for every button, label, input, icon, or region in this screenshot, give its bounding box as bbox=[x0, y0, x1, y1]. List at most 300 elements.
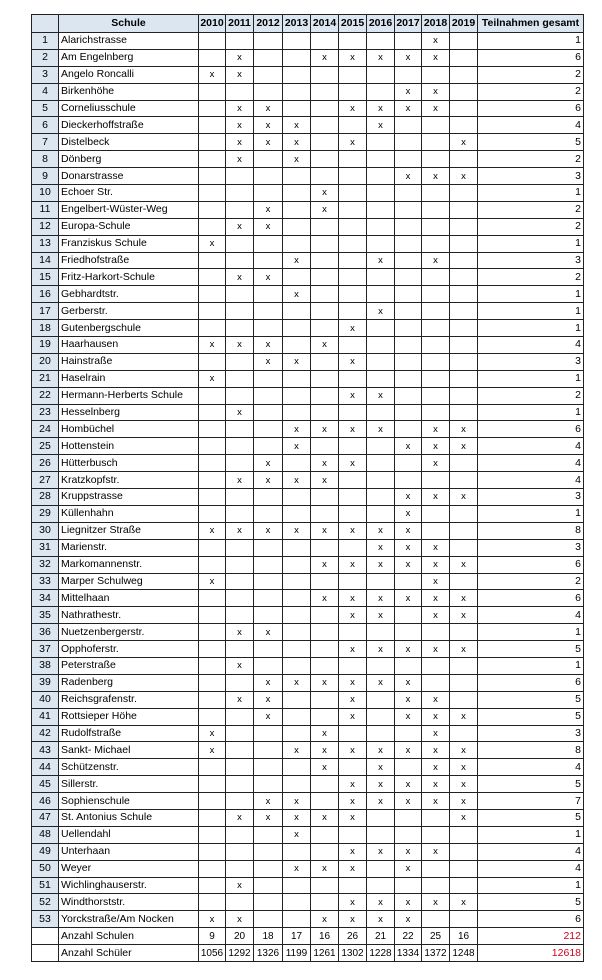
table-row bbox=[32, 674, 584, 691]
participation-mark: x bbox=[367, 303, 395, 320]
participation-mark bbox=[339, 337, 367, 354]
participation-mark bbox=[254, 877, 283, 894]
pupils-count-value: 1248 bbox=[450, 945, 478, 962]
participation-mark: x bbox=[339, 353, 367, 370]
participation-mark: x bbox=[254, 691, 283, 708]
participation-mark: x bbox=[395, 793, 422, 810]
participation-mark bbox=[422, 505, 450, 522]
participation-mark: x bbox=[367, 100, 395, 117]
participation-mark bbox=[254, 590, 283, 607]
participation-mark: x bbox=[226, 877, 254, 894]
participation-mark bbox=[311, 877, 339, 894]
participation-mark: x bbox=[422, 421, 450, 438]
participation-mark bbox=[395, 66, 422, 83]
participation-mark bbox=[254, 556, 283, 573]
participation-mark bbox=[226, 168, 254, 185]
participation-total: 1 bbox=[478, 624, 584, 641]
school-name: Nathrathestr. bbox=[59, 607, 199, 624]
participation-mark bbox=[199, 134, 226, 151]
school-name: Engelbert-Wüster-Weg bbox=[59, 201, 199, 218]
row-number: 25 bbox=[32, 438, 59, 455]
participation-mark: x bbox=[226, 809, 254, 826]
participation-mark: x bbox=[395, 641, 422, 658]
pupils-count-label: Anzahl Schüler bbox=[59, 945, 199, 962]
participation-total: 3 bbox=[478, 252, 584, 269]
participation-mark bbox=[311, 404, 339, 421]
participation-mark bbox=[422, 286, 450, 303]
participation-mark: x bbox=[367, 911, 395, 928]
participation-mark bbox=[395, 218, 422, 235]
participation-mark: x bbox=[254, 708, 283, 725]
participation-mark bbox=[254, 151, 283, 168]
participation-mark bbox=[367, 370, 395, 387]
participation-mark bbox=[283, 708, 311, 725]
participation-mark: x bbox=[283, 252, 311, 269]
participation-mark bbox=[283, 607, 311, 624]
participation-mark: x bbox=[339, 843, 367, 860]
participation-mark: x bbox=[450, 641, 478, 658]
row-number: 43 bbox=[32, 742, 59, 759]
participation-mark: x bbox=[283, 742, 311, 759]
participation-mark: x bbox=[311, 421, 339, 438]
participation-mark bbox=[199, 489, 226, 506]
participation-mark bbox=[450, 33, 478, 50]
participation-mark bbox=[339, 218, 367, 235]
participation-mark bbox=[311, 826, 339, 843]
table-row bbox=[32, 33, 584, 50]
participation-mark bbox=[226, 303, 254, 320]
participation-total: 6 bbox=[478, 674, 584, 691]
participation-mark: x bbox=[339, 49, 367, 66]
participation-mark: x bbox=[254, 117, 283, 134]
participation-mark: x bbox=[395, 776, 422, 793]
participation-mark bbox=[422, 218, 450, 235]
participation-mark bbox=[283, 624, 311, 641]
participation-mark bbox=[367, 657, 395, 674]
table-row bbox=[32, 83, 584, 100]
participation-mark bbox=[395, 33, 422, 50]
participation-mark bbox=[283, 100, 311, 117]
participation-mark: x bbox=[199, 742, 226, 759]
participation-mark bbox=[311, 894, 339, 911]
participation-mark: x bbox=[339, 894, 367, 911]
participation-mark: x bbox=[422, 168, 450, 185]
school-name: Opphoferstr. bbox=[59, 641, 199, 658]
participation-total: 6 bbox=[478, 100, 584, 117]
participation-mark: x bbox=[226, 218, 254, 235]
school-name: Mittelhaan bbox=[59, 590, 199, 607]
participation-mark: x bbox=[367, 674, 395, 691]
participation-mark bbox=[422, 860, 450, 877]
participation-mark bbox=[199, 472, 226, 489]
row-number: 9 bbox=[32, 168, 59, 185]
participation-mark bbox=[283, 83, 311, 100]
participation-mark bbox=[283, 404, 311, 421]
school-name: Hainstraße bbox=[59, 353, 199, 370]
participation-total: 2 bbox=[478, 66, 584, 83]
participation-total: 2 bbox=[478, 573, 584, 590]
participation-mark bbox=[311, 573, 339, 590]
school-name: Rudolfstraße bbox=[59, 725, 199, 742]
participation-total: 1 bbox=[478, 877, 584, 894]
participation-mark bbox=[450, 320, 478, 337]
participation-mark bbox=[450, 201, 478, 218]
participation-mark bbox=[254, 168, 283, 185]
participation-mark bbox=[450, 66, 478, 83]
participation-mark: x bbox=[422, 725, 450, 742]
participation-mark: x bbox=[339, 455, 367, 472]
row-number: 11 bbox=[32, 201, 59, 218]
participation-mark bbox=[311, 607, 339, 624]
participation-mark bbox=[199, 641, 226, 658]
participation-total: 2 bbox=[478, 269, 584, 286]
participation-mark: x bbox=[226, 522, 254, 539]
participation-mark bbox=[254, 607, 283, 624]
participation-mark: x bbox=[422, 455, 450, 472]
participation-mark bbox=[199, 201, 226, 218]
participation-mark: x bbox=[283, 421, 311, 438]
participation-mark bbox=[226, 387, 254, 404]
participation-mark bbox=[339, 370, 367, 387]
participation-mark: x bbox=[339, 708, 367, 725]
participation-mark bbox=[450, 691, 478, 708]
participation-mark bbox=[422, 66, 450, 83]
school-name: Europa-Schule bbox=[59, 218, 199, 235]
participation-mark bbox=[283, 556, 311, 573]
participation-mark bbox=[450, 370, 478, 387]
participation-total: 5 bbox=[478, 894, 584, 911]
participation-mark bbox=[226, 759, 254, 776]
row-number: 10 bbox=[32, 185, 59, 202]
pupils-count-value: 1302 bbox=[339, 945, 367, 962]
participation-mark bbox=[367, 185, 395, 202]
participation-mark bbox=[395, 404, 422, 421]
participation-mark bbox=[339, 252, 367, 269]
participation-mark: x bbox=[254, 201, 283, 218]
participation-mark bbox=[339, 759, 367, 776]
participation-mark bbox=[422, 353, 450, 370]
participation-mark bbox=[199, 894, 226, 911]
participation-mark bbox=[395, 421, 422, 438]
participation-mark bbox=[254, 860, 283, 877]
participation-mark bbox=[422, 522, 450, 539]
participation-mark bbox=[311, 33, 339, 50]
participation-total: 3 bbox=[478, 353, 584, 370]
participation-mark bbox=[339, 117, 367, 134]
participation-mark: x bbox=[367, 556, 395, 573]
participation-mark: x bbox=[450, 776, 478, 793]
participation-mark: x bbox=[422, 489, 450, 506]
participation-mark bbox=[395, 201, 422, 218]
participation-mark bbox=[311, 776, 339, 793]
participation-total: 1 bbox=[478, 370, 584, 387]
participation-total: 4 bbox=[478, 438, 584, 455]
participation-mark bbox=[283, 776, 311, 793]
school-name: Dönberg bbox=[59, 151, 199, 168]
participation-mark bbox=[311, 489, 339, 506]
participation-total: 6 bbox=[478, 49, 584, 66]
participation-mark bbox=[226, 489, 254, 506]
participation-mark bbox=[199, 151, 226, 168]
participation-mark bbox=[254, 33, 283, 50]
participation-mark bbox=[283, 489, 311, 506]
participation-mark: x bbox=[422, 556, 450, 573]
participation-mark: x bbox=[395, 911, 422, 928]
participation-mark: x bbox=[339, 320, 367, 337]
participation-mark bbox=[367, 404, 395, 421]
table-row bbox=[32, 472, 584, 489]
table-row bbox=[32, 387, 584, 404]
school-name: Haarhausen bbox=[59, 337, 199, 354]
row-number: 45 bbox=[32, 776, 59, 793]
participation-mark: x bbox=[254, 218, 283, 235]
participation-mark bbox=[283, 911, 311, 928]
participation-total: 1 bbox=[478, 826, 584, 843]
participation-mark bbox=[311, 438, 339, 455]
participation-total: 4 bbox=[478, 117, 584, 134]
participation-mark bbox=[226, 33, 254, 50]
row-number: 32 bbox=[32, 556, 59, 573]
participation-mark bbox=[367, 83, 395, 100]
participation-mark bbox=[254, 286, 283, 303]
participation-mark: x bbox=[339, 590, 367, 607]
table-row bbox=[32, 877, 584, 894]
participation-mark bbox=[450, 657, 478, 674]
table-row bbox=[32, 793, 584, 810]
school-name: Hottenstein bbox=[59, 438, 199, 455]
participation-mark: x bbox=[311, 860, 339, 877]
participation-mark bbox=[254, 505, 283, 522]
participation-mark bbox=[339, 168, 367, 185]
participation-mark bbox=[395, 235, 422, 252]
participation-mark bbox=[283, 641, 311, 658]
school-name: Reichsgrafenstr. bbox=[59, 691, 199, 708]
participation-mark bbox=[339, 877, 367, 894]
participation-mark: x bbox=[395, 691, 422, 708]
school-name: Donarstrasse bbox=[59, 168, 199, 185]
participation-total: 4 bbox=[478, 337, 584, 354]
participation-mark bbox=[226, 353, 254, 370]
participation-mark bbox=[199, 320, 226, 337]
participation-mark bbox=[367, 438, 395, 455]
participation-mark bbox=[311, 539, 339, 556]
participation-mark: x bbox=[254, 522, 283, 539]
school-name: Wichlinghauserstr. bbox=[59, 877, 199, 894]
participation-mark: x bbox=[283, 438, 311, 455]
participation-mark bbox=[450, 911, 478, 928]
participation-mark bbox=[395, 252, 422, 269]
participation-mark bbox=[367, 624, 395, 641]
participation-mark: x bbox=[311, 337, 339, 354]
participation-mark: x bbox=[199, 66, 226, 83]
table-row bbox=[32, 100, 584, 117]
participation-mark: x bbox=[339, 674, 367, 691]
participation-mark bbox=[367, 505, 395, 522]
participation-mark: x bbox=[395, 505, 422, 522]
schools-count-value: 16 bbox=[450, 928, 478, 945]
participation-mark: x bbox=[450, 894, 478, 911]
school-name: Am Engelnberg bbox=[59, 49, 199, 66]
school-name: Peterstraße bbox=[59, 657, 199, 674]
row-number: 41 bbox=[32, 708, 59, 725]
header-school: Schule bbox=[59, 15, 199, 33]
participation-mark bbox=[450, 539, 478, 556]
table-row bbox=[32, 404, 584, 421]
participation-mark bbox=[226, 607, 254, 624]
table-row bbox=[32, 337, 584, 354]
participation-total: 5 bbox=[478, 641, 584, 658]
participation-mark bbox=[199, 404, 226, 421]
participation-mark bbox=[339, 539, 367, 556]
participation-mark bbox=[199, 269, 226, 286]
participation-mark bbox=[367, 151, 395, 168]
participation-mark bbox=[199, 860, 226, 877]
participation-mark: x bbox=[226, 472, 254, 489]
participation-mark bbox=[450, 387, 478, 404]
participation-mark bbox=[450, 83, 478, 100]
participation-mark bbox=[199, 826, 226, 843]
participation-mark bbox=[395, 303, 422, 320]
row-number: 33 bbox=[32, 573, 59, 590]
participation-mark: x bbox=[450, 607, 478, 624]
participation-mark bbox=[450, 624, 478, 641]
participation-mark: x bbox=[311, 759, 339, 776]
table-row bbox=[32, 438, 584, 455]
participation-mark: x bbox=[450, 793, 478, 810]
participation-mark: x bbox=[339, 421, 367, 438]
participation-mark bbox=[395, 387, 422, 404]
participation-total: 1 bbox=[478, 657, 584, 674]
participation-mark: x bbox=[339, 607, 367, 624]
school-name: Franziskus Schule bbox=[59, 235, 199, 252]
participation-mark: x bbox=[283, 134, 311, 151]
header-year: 2012 bbox=[254, 15, 283, 33]
participation-mark: x bbox=[367, 759, 395, 776]
participation-total: 6 bbox=[478, 556, 584, 573]
row-number: 19 bbox=[32, 337, 59, 354]
participation-mark bbox=[199, 438, 226, 455]
participation-mark bbox=[367, 286, 395, 303]
participation-mark bbox=[367, 201, 395, 218]
participation-mark: x bbox=[395, 708, 422, 725]
participation-mark bbox=[367, 455, 395, 472]
participation-mark: x bbox=[395, 83, 422, 100]
participation-mark: x bbox=[226, 49, 254, 66]
participation-mark bbox=[450, 860, 478, 877]
table-row bbox=[32, 286, 584, 303]
school-name: Gerberstr. bbox=[59, 303, 199, 320]
participation-mark bbox=[339, 235, 367, 252]
table-row bbox=[32, 759, 584, 776]
participation-mark bbox=[283, 877, 311, 894]
participation-mark bbox=[450, 337, 478, 354]
school-name: Schützenstr. bbox=[59, 759, 199, 776]
participation-mark bbox=[311, 793, 339, 810]
row-number: 2 bbox=[32, 49, 59, 66]
participation-mark bbox=[283, 455, 311, 472]
participation-mark bbox=[367, 472, 395, 489]
participation-mark bbox=[395, 134, 422, 151]
participation-total: 2 bbox=[478, 387, 584, 404]
participation-mark bbox=[395, 607, 422, 624]
participation-mark bbox=[226, 556, 254, 573]
table-row bbox=[32, 809, 584, 826]
participation-mark bbox=[422, 387, 450, 404]
participation-mark: x bbox=[226, 269, 254, 286]
row-number: 47 bbox=[32, 809, 59, 826]
participation-mark bbox=[311, 83, 339, 100]
schools-count-value: 20 bbox=[226, 928, 254, 945]
participation-mark: x bbox=[339, 387, 367, 404]
participation-mark bbox=[254, 911, 283, 928]
participation-mark: x bbox=[283, 151, 311, 168]
participation-mark: x bbox=[311, 809, 339, 826]
participation-total: 4 bbox=[478, 759, 584, 776]
participation-mark bbox=[395, 725, 422, 742]
participation-mark bbox=[450, 235, 478, 252]
school-name: Liegnitzer Straße bbox=[59, 522, 199, 539]
participation-mark: x bbox=[283, 826, 311, 843]
participation-mark bbox=[199, 759, 226, 776]
participation-mark bbox=[199, 674, 226, 691]
participation-mark bbox=[311, 134, 339, 151]
table-row bbox=[32, 894, 584, 911]
participation-mark bbox=[254, 826, 283, 843]
participation-mark bbox=[199, 793, 226, 810]
school-name: Uellendahl bbox=[59, 826, 199, 843]
row-number: 6 bbox=[32, 117, 59, 134]
participation-total: 2 bbox=[478, 218, 584, 235]
participation-mark bbox=[283, 894, 311, 911]
row-number: 24 bbox=[32, 421, 59, 438]
participation-mark: x bbox=[339, 809, 367, 826]
table-row bbox=[32, 826, 584, 843]
participation-mark bbox=[339, 269, 367, 286]
participation-total: 4 bbox=[478, 860, 584, 877]
participation-mark bbox=[450, 522, 478, 539]
participation-mark: x bbox=[422, 641, 450, 658]
header-year: 2016 bbox=[367, 15, 395, 33]
participation-mark bbox=[422, 624, 450, 641]
participation-mark bbox=[283, 337, 311, 354]
row-number: 40 bbox=[32, 691, 59, 708]
participation-mark: x bbox=[450, 134, 478, 151]
participation-mark bbox=[450, 472, 478, 489]
participation-mark bbox=[226, 421, 254, 438]
participation-mark bbox=[395, 809, 422, 826]
participation-mark bbox=[339, 33, 367, 50]
participation-mark: x bbox=[422, 573, 450, 590]
participation-total: 5 bbox=[478, 708, 584, 725]
row-number: 8 bbox=[32, 151, 59, 168]
table-row bbox=[32, 353, 584, 370]
pupils-count-total: 12618 bbox=[478, 945, 584, 962]
schools-count-row bbox=[32, 928, 584, 945]
participation-mark: x bbox=[226, 404, 254, 421]
participation-total: 5 bbox=[478, 776, 584, 793]
participation-mark: x bbox=[339, 691, 367, 708]
footer-empty-cell bbox=[32, 945, 59, 962]
participation-total: 1 bbox=[478, 33, 584, 50]
participation-mark: x bbox=[311, 49, 339, 66]
row-number: 51 bbox=[32, 877, 59, 894]
participation-mark: x bbox=[254, 455, 283, 472]
participation-mark bbox=[226, 674, 254, 691]
participation-total: 2 bbox=[478, 151, 584, 168]
participation-mark bbox=[199, 83, 226, 100]
participation-mark bbox=[422, 472, 450, 489]
participation-mark: x bbox=[367, 421, 395, 438]
